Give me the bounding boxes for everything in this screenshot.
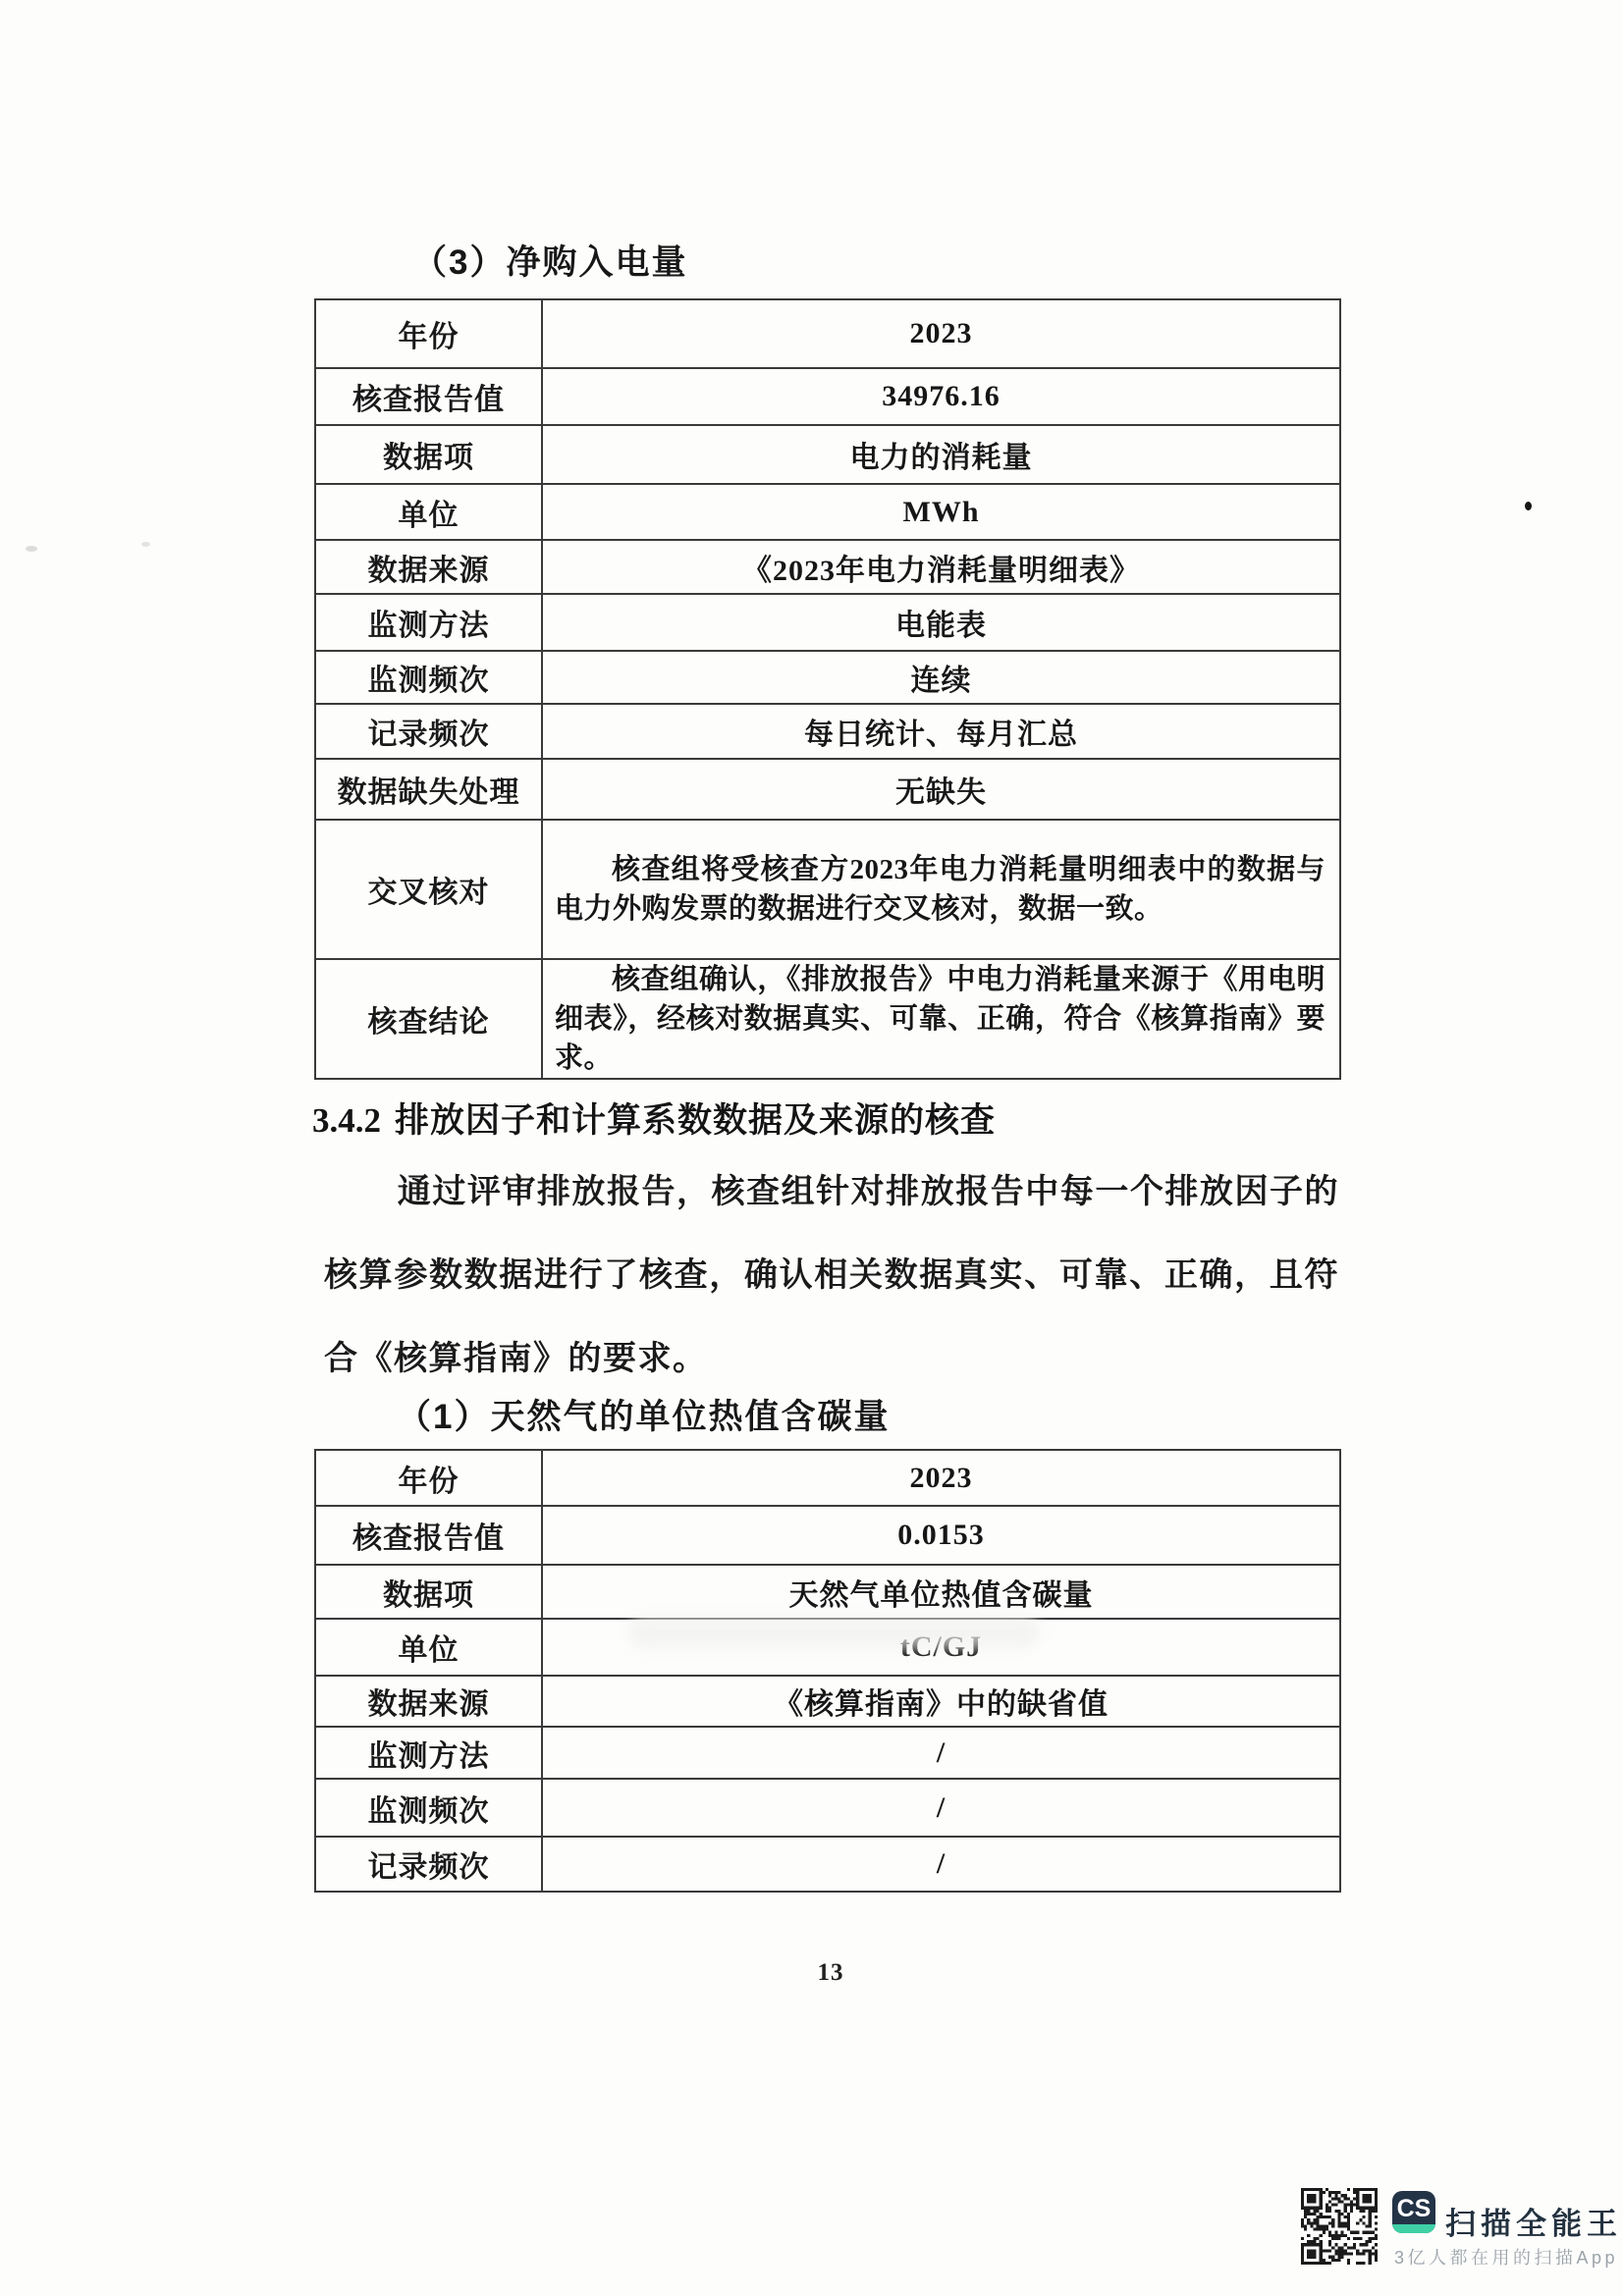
section-title: 排放因子和计算系数数据及来源的核查 <box>395 1101 997 1140</box>
row-value <box>542 1565 1340 1619</box>
row-value <box>542 1676 1340 1727</box>
table-row <box>315 1779 1340 1837</box>
table-row <box>315 704 1340 759</box>
row-value-text: MWh <box>902 495 980 528</box>
electricity-verification-table <box>314 298 1341 1080</box>
table-row <box>315 959 1340 1079</box>
row-label: 数据项 <box>315 425 542 484</box>
table-row <box>315 1506 1340 1565</box>
row-value <box>542 540 1340 594</box>
row-label: 数据来源 <box>315 1676 542 1727</box>
table-row <box>315 1676 1340 1727</box>
scan-speck <box>1525 502 1532 510</box>
row-value-text: 无缺失 <box>895 776 987 809</box>
section-number: 3.4.2 <box>312 1101 381 1140</box>
row-value <box>542 759 1340 820</box>
row-label: 监测频次 <box>315 1779 542 1837</box>
camscanner-app-icon <box>1392 2191 1435 2233</box>
row-value <box>542 1779 1340 1837</box>
table-row <box>315 820 1340 959</box>
row-value <box>542 1506 1340 1565</box>
row-label: 年份 <box>315 299 542 368</box>
app-name-label: 扫描全能王 <box>1445 2207 1622 2241</box>
row-value <box>542 651 1340 704</box>
row-value-text: 《核算指南》中的缺省值 <box>774 1688 1109 1721</box>
app-tagline-label: 3亿人都在用的扫描App <box>1394 2248 1619 2268</box>
row-value-text: 34976.16 <box>882 380 1001 412</box>
heading-natural-gas-carbon-content: （1）天然气的单位热值含碳量 <box>397 1398 891 1436</box>
row-value-text: 0.0153 <box>897 1519 985 1551</box>
row-value <box>542 959 1340 1079</box>
row-label: 单位 <box>315 1619 542 1676</box>
row-value <box>542 299 1340 368</box>
heading-section-3-4-2 <box>312 1094 996 1143</box>
row-value-text: 2023 <box>909 317 973 349</box>
row-label: 监测频次 <box>315 651 542 704</box>
row-value-text: / <box>936 1790 947 1824</box>
row-label: 记录频次 <box>315 1837 542 1892</box>
row-label: 记录频次 <box>315 704 542 759</box>
row-label: 监测方法 <box>315 594 542 651</box>
row-value-text: 核查组确认，《排放报告》中电力消耗量来源于《用电明细表》，经核对数据真实、可靠、正确，符合《核算指南》要求。 <box>555 964 1325 1074</box>
table-row <box>315 368 1340 425</box>
row-value <box>542 425 1340 484</box>
natural-gas-table-body <box>315 1450 1340 1892</box>
table-row <box>315 484 1340 540</box>
paragraph-emission-factor-review: 通过评审排放报告，核查组针对排放报告中每一个排放因子的核算参数数据进行了核查，确认相关数据真实、可靠、正确，且符合《核算指南》的要求。 <box>324 1174 1339 1377</box>
row-value-text: 连续 <box>910 665 972 697</box>
table-row <box>315 1450 1340 1506</box>
row-value <box>542 368 1340 425</box>
natural-gas-verification-table <box>314 1449 1341 1893</box>
row-value <box>542 1837 1340 1892</box>
row-value-text: / <box>936 1735 947 1769</box>
row-label: 核查报告值 <box>315 368 542 425</box>
table-row <box>315 1565 1340 1619</box>
qr-code-icon <box>1301 2187 1378 2266</box>
row-label: 监测方法 <box>315 1727 542 1779</box>
row-label: 数据项 <box>315 1565 542 1619</box>
row-value-text: 电力的消耗量 <box>849 442 1033 474</box>
row-value-text: 电能表 <box>895 610 987 642</box>
table-row <box>315 299 1340 368</box>
row-label: 数据缺失处理 <box>315 759 542 820</box>
table-row <box>315 594 1340 651</box>
row-value-text: 2023 <box>909 1461 973 1494</box>
row-value <box>542 1727 1340 1779</box>
row-value <box>542 820 1340 959</box>
row-label: 交叉核对 <box>315 820 542 959</box>
heading-net-purchased-electricity: （3）净购入电量 <box>412 243 688 282</box>
table-row <box>315 1837 1340 1892</box>
table-row <box>315 651 1340 704</box>
scan-speck <box>141 542 150 547</box>
table-row <box>315 425 1340 484</box>
electricity-table-body <box>315 299 1340 1079</box>
row-label: 年份 <box>315 1450 542 1506</box>
camscanner-watermark <box>1296 2183 1622 2271</box>
table-row <box>315 759 1340 820</box>
row-label: 数据来源 <box>315 540 542 594</box>
row-value-text: / <box>936 1847 947 1880</box>
row-value-text: 每日统计、每月汇总 <box>804 719 1078 751</box>
row-label: 核查结论 <box>315 959 542 1079</box>
row-value <box>542 594 1340 651</box>
row-value-text: 《2023年电力消耗量明细表》 <box>742 554 1140 587</box>
page-number: 13 <box>817 1959 844 1986</box>
row-value <box>542 704 1340 759</box>
row-label: 单位 <box>315 484 542 540</box>
row-value <box>542 1450 1340 1506</box>
cs-logo-icon: CS <box>1396 2194 1432 2222</box>
app-icon-accent-strip <box>1392 2224 1435 2233</box>
row-value-text: 核查组将受核查方2023年电力消耗量明细表中的数据与电力外购发票的数据进行交叉核对，数据一致。 <box>555 854 1325 925</box>
row-value-text: 天然气单位热值含碳量 <box>788 1578 1094 1612</box>
scan-smudge <box>628 1616 1041 1649</box>
table-row <box>315 1727 1340 1779</box>
row-value <box>542 484 1340 540</box>
scan-speck <box>26 546 37 552</box>
table-row <box>315 540 1340 594</box>
row-label: 核查报告值 <box>315 1506 542 1565</box>
